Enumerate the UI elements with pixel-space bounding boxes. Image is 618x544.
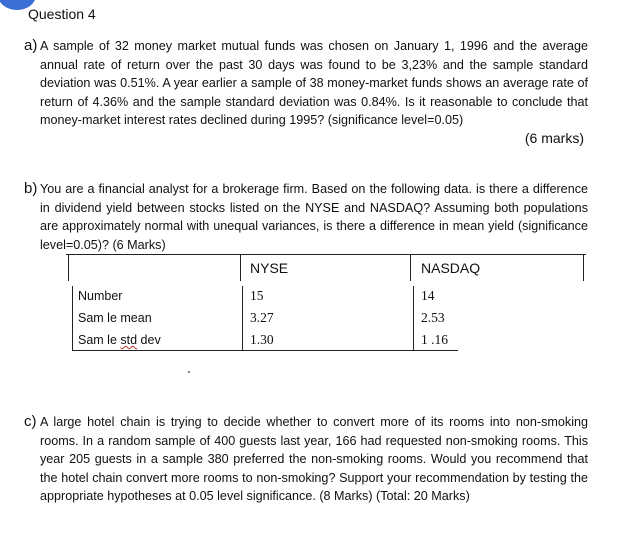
table-top-border: [66, 254, 586, 255]
table-divider: [240, 255, 241, 281]
part-a: [24, 37, 588, 130]
table-cell-nasdaq: 1 .16: [421, 332, 448, 347]
part-b-label: b): [24, 180, 38, 197]
table-divider: [583, 255, 584, 281]
table-cell-nasdaq: 14: [421, 288, 435, 303]
part-b: [24, 180, 588, 254]
part-b-text: You are a financial analyst for a brokerage firm. Based on the following data. is there a difference in dividend yield between stocks listed on the NYSE and NASDAQ? Assuming both populations are approximately normal with unequal variances, is there a difference in mean yield (significance level=0.05)? (6 Marks): [40, 182, 588, 252]
table-divider: [410, 255, 411, 281]
table-cell-nyse: 1.30: [250, 332, 274, 347]
table-divider: [413, 286, 414, 350]
table-cell-nyse: 3.27: [250, 310, 274, 325]
table-divider: [68, 255, 69, 281]
stray-dot: [188, 371, 190, 373]
table-divider: [72, 286, 73, 350]
table-bottom-border: [72, 350, 458, 351]
part-a-text: A sample of 32 money market mutual funds was chosen on January 1, 1996 and the average annual rate of return over the past 30 days was found to be 3,23% and the sample standard deviation was 0.51%. A year earlier a sample of 38 money-market funds shows an average rate of return of 4.36% and the sample standard deviation was 0.84%. Is it reasonable to conclude that money-market interest rates declined during 1995? (significance level=0.05): [40, 39, 588, 128]
table-row-label: Sam le mean: [78, 311, 152, 325]
table-row-label: [78, 333, 161, 347]
row-label-part: Sam le: [78, 333, 121, 347]
table-header-nyse: NYSE: [250, 260, 289, 276]
part-c: [24, 413, 588, 506]
table-header-nasdaq: NASDAQ: [421, 260, 481, 276]
table-divider: [242, 286, 243, 350]
table-row-label: Number: [78, 289, 123, 303]
table-cell-nyse: 15: [250, 288, 264, 303]
question-heading: Question 4: [28, 6, 96, 22]
row-label-part: dev: [137, 333, 161, 347]
table-cell-nasdaq: 2.53: [421, 310, 445, 325]
part-a-marks: (6 marks): [524, 130, 584, 146]
spellcheck-underlined-word: std: [120, 333, 138, 347]
part-a-label: a): [24, 37, 38, 54]
part-c-label: c): [24, 413, 37, 430]
part-c-text: A large hotel chain is trying to decide whether to convert more of its rooms into non-smoking rooms. In a random sample of 400 guests last year, 166 had requested non-smoking rooms. This year 205 guests in a sample 380 preferred the non-smoking rooms. Would you recommend that the hotel chain convert more rooms to non-smoking? Support your recommendation by testing the appropriate hypotheses at 0.05 level significance. (8 Marks) (Total: 20 Marks): [40, 415, 588, 504]
